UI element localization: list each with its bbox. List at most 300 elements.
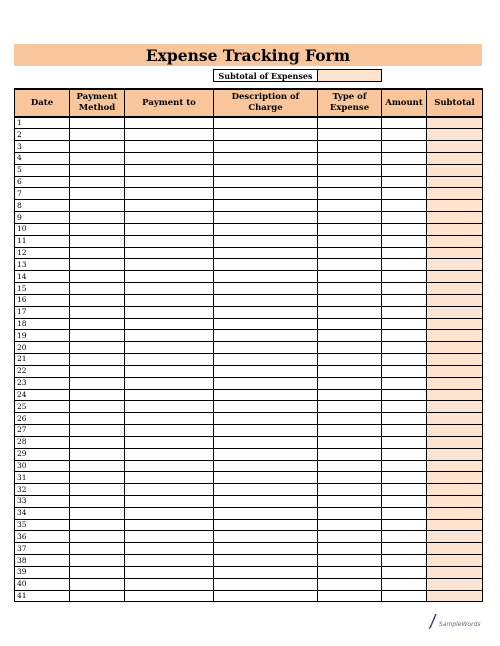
date-cell[interactable]: 37 — [15, 543, 70, 555]
description-cell[interactable] — [214, 472, 318, 484]
subtotal-cell — [427, 330, 483, 342]
date-cell[interactable]: 16 — [15, 294, 70, 306]
payment-to-cell[interactable] — [125, 129, 214, 141]
subtotal-cell — [427, 318, 483, 330]
date-cell[interactable]: 41 — [15, 590, 70, 602]
payment-method-cell[interactable] — [70, 330, 125, 342]
description-cell[interactable] — [214, 200, 318, 212]
payment-method-cell[interactable] — [70, 164, 125, 176]
payment-method-cell[interactable] — [70, 247, 125, 259]
payment-to-cell[interactable] — [125, 519, 214, 531]
type-cell[interactable] — [318, 318, 382, 330]
amount-cell[interactable] — [382, 566, 427, 578]
amount-cell[interactable] — [382, 271, 427, 283]
table-row — [15, 578, 483, 590]
amount-cell[interactable] — [382, 377, 427, 389]
table-row — [15, 223, 483, 235]
amount-cell[interactable] — [382, 425, 427, 437]
subtotal-cell — [427, 448, 483, 460]
description-cell[interactable] — [214, 555, 318, 567]
date-cell[interactable]: 29 — [15, 448, 70, 460]
amount-cell[interactable] — [382, 365, 427, 377]
type-cell[interactable] — [318, 484, 382, 496]
payment-method-cell[interactable] — [70, 283, 125, 295]
description-cell[interactable] — [214, 306, 318, 318]
date-cell[interactable]: 18 — [15, 318, 70, 330]
description-cell[interactable] — [214, 152, 318, 164]
payment-to-cell[interactable] — [125, 590, 214, 602]
type-cell[interactable] — [318, 164, 382, 176]
type-cell[interactable] — [318, 460, 382, 472]
type-cell[interactable] — [318, 377, 382, 389]
description-cell[interactable] — [214, 365, 318, 377]
payment-method-cell[interactable] — [70, 271, 125, 283]
table-row — [15, 259, 483, 271]
date-cell[interactable]: 31 — [15, 472, 70, 484]
payment-to-cell[interactable] — [125, 235, 214, 247]
payment-method-cell[interactable] — [70, 472, 125, 484]
amount-cell[interactable] — [382, 389, 427, 401]
subtotal-cell — [427, 389, 483, 401]
amount-cell[interactable] — [382, 354, 427, 366]
payment-method-cell[interactable] — [70, 176, 125, 188]
date-cell[interactable]: 21 — [15, 354, 70, 366]
date-cell[interactable]: 1 — [15, 117, 70, 129]
pen-icon — [428, 612, 438, 630]
description-cell[interactable] — [214, 318, 318, 330]
table-row — [15, 401, 483, 413]
date-cell[interactable]: 32 — [15, 484, 70, 496]
subtotal-cell — [427, 259, 483, 271]
amount-cell[interactable] — [382, 294, 427, 306]
description-cell[interactable] — [214, 484, 318, 496]
description-cell[interactable] — [214, 401, 318, 413]
subtotal-cell — [427, 507, 483, 519]
type-cell[interactable] — [318, 306, 382, 318]
date-cell[interactable]: 19 — [15, 330, 70, 342]
description-cell[interactable] — [214, 448, 318, 460]
type-cell[interactable] — [318, 531, 382, 543]
payment-to-cell[interactable] — [125, 200, 214, 212]
amount-cell[interactable] — [382, 152, 427, 164]
table-row — [15, 294, 483, 306]
date-cell[interactable]: 38 — [15, 555, 70, 567]
payment-to-cell[interactable] — [125, 460, 214, 472]
type-cell[interactable] — [318, 188, 382, 200]
type-cell[interactable] — [318, 519, 382, 531]
date-cell[interactable]: 24 — [15, 389, 70, 401]
amount-cell[interactable] — [382, 176, 427, 188]
amount-cell[interactable] — [382, 496, 427, 508]
subtotal-cell — [427, 578, 483, 590]
subtotal-of-expenses-label: Subtotal of Expenses — [213, 69, 317, 82]
subtotal-cell — [427, 271, 483, 283]
description-cell[interactable] — [214, 212, 318, 224]
payment-to-cell[interactable] — [125, 365, 214, 377]
payment-to-cell[interactable] — [125, 448, 214, 460]
payment-method-cell[interactable] — [70, 212, 125, 224]
description-cell[interactable] — [214, 330, 318, 342]
type-cell[interactable] — [318, 117, 382, 129]
description-cell[interactable] — [214, 141, 318, 153]
payment-to-cell[interactable] — [125, 141, 214, 153]
table-row — [15, 141, 483, 153]
payment-method-cell[interactable] — [70, 354, 125, 366]
payment-method-cell[interactable] — [70, 129, 125, 141]
payment-method-cell[interactable] — [70, 425, 125, 437]
amount-cell[interactable] — [382, 531, 427, 543]
subtotal-cell — [427, 141, 483, 153]
description-cell[interactable] — [214, 413, 318, 425]
payment-method-cell[interactable] — [70, 235, 125, 247]
type-cell[interactable] — [318, 472, 382, 484]
type-cell[interactable] — [318, 271, 382, 283]
payment-method-cell[interactable] — [70, 117, 125, 129]
payment-to-cell[interactable] — [125, 531, 214, 543]
type-cell[interactable] — [318, 448, 382, 460]
description-cell[interactable] — [214, 271, 318, 283]
amount-cell[interactable] — [382, 472, 427, 484]
date-cell[interactable]: 20 — [15, 342, 70, 354]
form-title: Expense Tracking Form — [14, 44, 482, 66]
payment-to-cell[interactable] — [125, 484, 214, 496]
type-cell[interactable] — [318, 401, 382, 413]
subtotal-cell — [427, 531, 483, 543]
type-cell[interactable] — [318, 413, 382, 425]
description-cell[interactable] — [214, 496, 318, 508]
date-cell[interactable]: 5 — [15, 164, 70, 176]
date-cell[interactable]: 39 — [15, 566, 70, 578]
description-cell[interactable] — [214, 578, 318, 590]
description-cell[interactable] — [214, 176, 318, 188]
payment-method-cell[interactable] — [70, 543, 125, 555]
table-row — [15, 188, 483, 200]
subtotal-cell — [427, 555, 483, 567]
type-cell[interactable] — [318, 200, 382, 212]
date-cell[interactable]: 3 — [15, 141, 70, 153]
payment-to-cell[interactable] — [125, 176, 214, 188]
payment-to-cell[interactable] — [125, 354, 214, 366]
payment-to-cell[interactable] — [125, 401, 214, 413]
subtotal-cell — [427, 413, 483, 425]
payment-to-cell[interactable] — [125, 425, 214, 437]
payment-to-cell[interactable] — [125, 318, 214, 330]
description-cell[interactable] — [214, 223, 318, 235]
date-cell[interactable]: 33 — [15, 496, 70, 508]
payment-method-cell[interactable] — [70, 188, 125, 200]
amount-cell[interactable] — [382, 507, 427, 519]
description-cell[interactable] — [214, 294, 318, 306]
header-date: Date — [15, 89, 70, 117]
table-row — [15, 425, 483, 437]
payment-method-cell[interactable] — [70, 496, 125, 508]
type-cell[interactable] — [318, 152, 382, 164]
description-cell[interactable] — [214, 235, 318, 247]
payment-method-cell[interactable] — [70, 200, 125, 212]
type-cell[interactable] — [318, 436, 382, 448]
subtotal-cell — [427, 212, 483, 224]
description-cell[interactable] — [214, 507, 318, 519]
type-cell[interactable] — [318, 507, 382, 519]
subtotal-cell — [427, 460, 483, 472]
payment-method-cell[interactable] — [70, 484, 125, 496]
payment-method-cell[interactable] — [70, 401, 125, 413]
payment-method-cell[interactable] — [70, 590, 125, 602]
description-cell[interactable] — [214, 342, 318, 354]
payment-to-cell[interactable] — [125, 247, 214, 259]
type-cell[interactable] — [318, 543, 382, 555]
description-cell[interactable] — [214, 129, 318, 141]
amount-cell[interactable] — [382, 235, 427, 247]
type-cell[interactable] — [318, 247, 382, 259]
date-cell[interactable]: 10 — [15, 223, 70, 235]
date-cell[interactable]: 12 — [15, 247, 70, 259]
payment-to-cell[interactable] — [125, 259, 214, 271]
description-cell[interactable] — [214, 531, 318, 543]
description-cell[interactable] — [214, 590, 318, 602]
type-cell[interactable] — [318, 354, 382, 366]
type-cell[interactable] — [318, 496, 382, 508]
type-cell[interactable] — [318, 212, 382, 224]
table-row — [15, 342, 483, 354]
header-subtotal: Subtotal — [427, 89, 483, 117]
amount-cell[interactable] — [382, 555, 427, 567]
date-cell[interactable]: 6 — [15, 176, 70, 188]
amount-cell[interactable] — [382, 401, 427, 413]
date-cell[interactable]: 26 — [15, 413, 70, 425]
amount-cell[interactable] — [382, 318, 427, 330]
payment-method-cell[interactable] — [70, 531, 125, 543]
date-cell[interactable]: 11 — [15, 235, 70, 247]
subtotal-of-expenses-field[interactable] — [317, 69, 382, 82]
table-row — [15, 472, 483, 484]
description-cell[interactable] — [214, 164, 318, 176]
type-cell[interactable] — [318, 283, 382, 295]
description-cell[interactable] — [214, 460, 318, 472]
type-cell[interactable] — [318, 342, 382, 354]
amount-cell[interactable] — [382, 129, 427, 141]
date-cell[interactable]: 28 — [15, 436, 70, 448]
payment-to-cell[interactable] — [125, 271, 214, 283]
description-cell[interactable] — [214, 389, 318, 401]
type-cell[interactable] — [318, 389, 382, 401]
date-cell[interactable]: 35 — [15, 519, 70, 531]
date-cell[interactable]: 9 — [15, 212, 70, 224]
type-cell[interactable] — [318, 555, 382, 567]
header-payment-to: Payment to — [125, 89, 214, 117]
date-cell[interactable]: 4 — [15, 152, 70, 164]
payment-to-cell[interactable] — [125, 377, 214, 389]
table-row — [15, 164, 483, 176]
payment-to-cell[interactable] — [125, 117, 214, 129]
payment-method-cell[interactable] — [70, 377, 125, 389]
subtotal-of-expenses-row — [213, 69, 382, 82]
amount-cell[interactable] — [382, 578, 427, 590]
amount-cell[interactable] — [382, 590, 427, 602]
table-row — [15, 484, 483, 496]
expense-table-body — [15, 117, 483, 602]
type-cell[interactable] — [318, 425, 382, 437]
table-row — [15, 247, 483, 259]
date-cell[interactable]: 36 — [15, 531, 70, 543]
table-row — [15, 212, 483, 224]
payment-method-cell[interactable] — [70, 342, 125, 354]
amount-cell[interactable] — [382, 223, 427, 235]
payment-to-cell[interactable] — [125, 507, 214, 519]
payment-method-cell[interactable] — [70, 448, 125, 460]
payment-to-cell[interactable] — [125, 413, 214, 425]
type-cell[interactable] — [318, 590, 382, 602]
payment-method-cell[interactable] — [70, 259, 125, 271]
payment-method-cell[interactable] — [70, 555, 125, 567]
amount-cell[interactable] — [382, 342, 427, 354]
header-type-of-expense: Type of Expense — [318, 89, 382, 117]
amount-cell[interactable] — [382, 164, 427, 176]
type-cell[interactable] — [318, 566, 382, 578]
payment-to-cell[interactable] — [125, 212, 214, 224]
date-cell[interactable]: 13 — [15, 259, 70, 271]
date-cell[interactable]: 23 — [15, 377, 70, 389]
date-cell[interactable]: 14 — [15, 271, 70, 283]
description-cell[interactable] — [214, 247, 318, 259]
type-cell[interactable] — [318, 235, 382, 247]
table-row — [15, 117, 483, 129]
date-cell[interactable]: 25 — [15, 401, 70, 413]
payment-method-cell[interactable] — [70, 460, 125, 472]
payment-method-cell[interactable] — [70, 507, 125, 519]
date-cell[interactable]: 2 — [15, 129, 70, 141]
payment-method-cell[interactable] — [70, 413, 125, 425]
amount-cell[interactable] — [382, 259, 427, 271]
amount-cell[interactable] — [382, 188, 427, 200]
date-cell[interactable]: 7 — [15, 188, 70, 200]
payment-to-cell[interactable] — [125, 543, 214, 555]
payment-method-cell[interactable] — [70, 306, 125, 318]
amount-cell[interactable] — [382, 460, 427, 472]
subtotal-cell — [427, 129, 483, 141]
payment-method-cell[interactable] — [70, 436, 125, 448]
subtotal-cell — [427, 566, 483, 578]
payment-method-cell[interactable] — [70, 519, 125, 531]
type-cell[interactable] — [318, 141, 382, 153]
type-cell[interactable] — [318, 176, 382, 188]
payment-method-cell[interactable] — [70, 566, 125, 578]
date-cell[interactable]: 15 — [15, 283, 70, 295]
payment-method-cell[interactable] — [70, 578, 125, 590]
date-cell[interactable]: 17 — [15, 306, 70, 318]
amount-cell[interactable] — [382, 141, 427, 153]
payment-to-cell[interactable] — [125, 152, 214, 164]
payment-method-cell[interactable] — [70, 141, 125, 153]
amount-cell[interactable] — [382, 330, 427, 342]
table-row — [15, 566, 483, 578]
description-cell[interactable] — [214, 117, 318, 129]
date-cell[interactable]: 30 — [15, 460, 70, 472]
payment-to-cell[interactable] — [125, 283, 214, 295]
date-cell[interactable]: 27 — [15, 425, 70, 437]
amount-cell[interactable] — [382, 484, 427, 496]
payment-method-cell[interactable] — [70, 318, 125, 330]
description-cell[interactable] — [214, 425, 318, 437]
amount-cell[interactable] — [382, 543, 427, 555]
type-cell[interactable] — [318, 129, 382, 141]
type-cell[interactable] — [318, 578, 382, 590]
amount-cell[interactable] — [382, 117, 427, 129]
date-cell[interactable]: 8 — [15, 200, 70, 212]
type-cell[interactable] — [318, 330, 382, 342]
description-cell[interactable] — [214, 436, 318, 448]
payment-method-cell[interactable] — [70, 389, 125, 401]
payment-to-cell[interactable] — [125, 566, 214, 578]
amount-cell[interactable] — [382, 306, 427, 318]
date-cell[interactable]: 40 — [15, 578, 70, 590]
payment-to-cell[interactable] — [125, 188, 214, 200]
payment-to-cell[interactable] — [125, 496, 214, 508]
payment-method-cell[interactable] — [70, 365, 125, 377]
payment-to-cell[interactable] — [125, 555, 214, 567]
date-cell[interactable]: 34 — [15, 507, 70, 519]
header-description-of-charge: Description of Charge — [214, 89, 318, 117]
amount-cell[interactable] — [382, 283, 427, 295]
description-cell[interactable] — [214, 543, 318, 555]
table-row — [15, 389, 483, 401]
payment-to-cell[interactable] — [125, 342, 214, 354]
amount-cell[interactable] — [382, 519, 427, 531]
description-cell[interactable] — [214, 188, 318, 200]
type-cell[interactable] — [318, 223, 382, 235]
description-cell[interactable] — [214, 259, 318, 271]
amount-cell[interactable] — [382, 413, 427, 425]
description-cell[interactable] — [214, 354, 318, 366]
payment-to-cell[interactable] — [125, 578, 214, 590]
subtotal-cell — [427, 117, 483, 129]
payment-to-cell[interactable] — [125, 436, 214, 448]
header-amount: Amount — [382, 89, 427, 117]
payment-to-cell[interactable] — [125, 223, 214, 235]
table-row — [15, 235, 483, 247]
description-cell[interactable] — [214, 283, 318, 295]
payment-to-cell[interactable] — [125, 294, 214, 306]
type-cell[interactable] — [318, 259, 382, 271]
payment-method-cell[interactable] — [70, 223, 125, 235]
payment-method-cell[interactable] — [70, 294, 125, 306]
table-row — [15, 413, 483, 425]
payment-method-cell[interactable] — [70, 152, 125, 164]
amount-cell[interactable] — [382, 436, 427, 448]
amount-cell[interactable] — [382, 247, 427, 259]
subtotal-cell — [427, 200, 483, 212]
payment-to-cell[interactable] — [125, 472, 214, 484]
amount-cell[interactable] — [382, 212, 427, 224]
amount-cell[interactable] — [382, 200, 427, 212]
payment-to-cell[interactable] — [125, 389, 214, 401]
type-cell[interactable] — [318, 294, 382, 306]
payment-to-cell[interactable] — [125, 330, 214, 342]
description-cell[interactable] — [214, 566, 318, 578]
subtotal-cell — [427, 152, 483, 164]
payment-to-cell[interactable] — [125, 164, 214, 176]
subtotal-cell — [427, 283, 483, 295]
amount-cell[interactable] — [382, 448, 427, 460]
date-cell[interactable]: 22 — [15, 365, 70, 377]
subtotal-cell — [427, 247, 483, 259]
table-row — [15, 271, 483, 283]
payment-to-cell[interactable] — [125, 306, 214, 318]
description-cell[interactable] — [214, 519, 318, 531]
table-row — [15, 519, 483, 531]
description-cell[interactable] — [214, 377, 318, 389]
type-cell[interactable] — [318, 365, 382, 377]
